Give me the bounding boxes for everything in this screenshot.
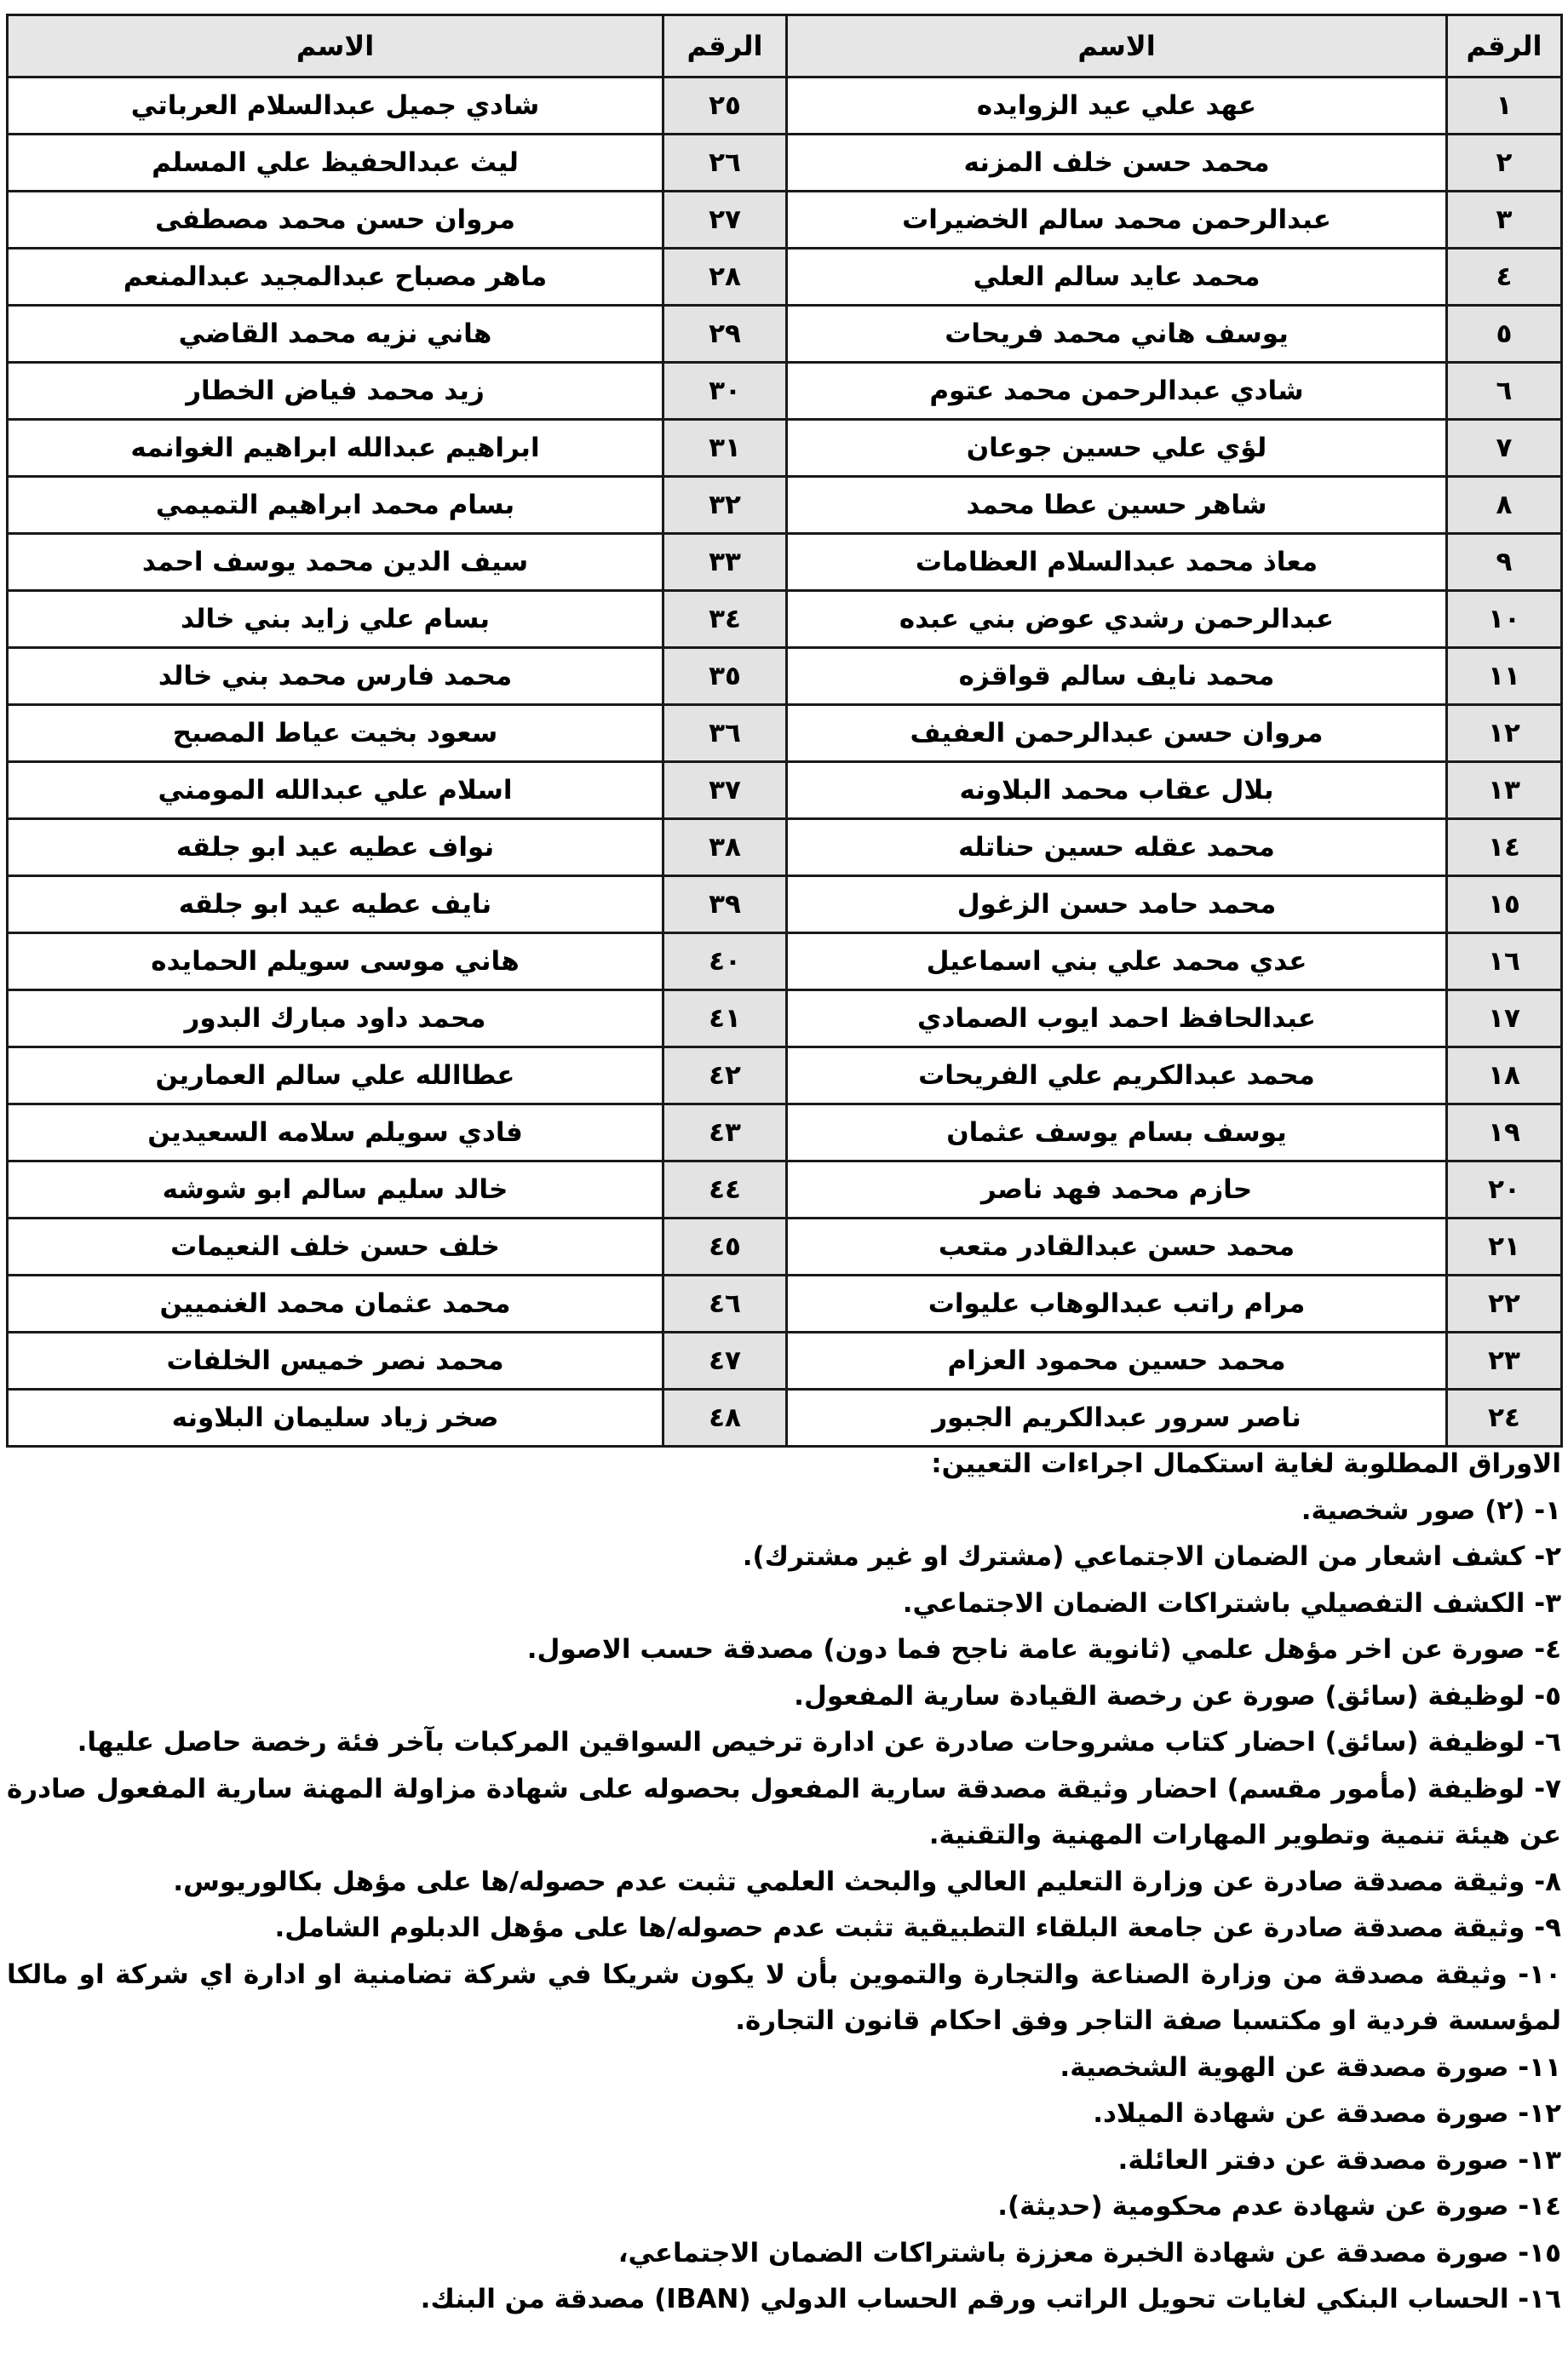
header-number-2: الرقم (663, 15, 787, 77)
row-number: ٣٨ (663, 819, 787, 876)
table-row (8, 192, 1562, 249)
row-name: مروان حسن عبدالرحمن العفيف (787, 705, 1447, 762)
row-number: ٤٨ (663, 1390, 787, 1447)
row-name: زيد محمد فياض الخطار (8, 363, 663, 420)
requirement-item: ١٥- صورة مصدقة عن شهادة الخبرة معززة باشتراكات الضمان الاجتماعي، (617, 2237, 1561, 2268)
row-number: ٤٢ (663, 1047, 787, 1104)
row-number: ٢٠ (1447, 1161, 1562, 1219)
row-name: عطاالله علي سالم العمارين (8, 1047, 663, 1104)
table-row (8, 1047, 1562, 1104)
header-number-1: الرقم (1447, 15, 1562, 77)
row-name: بسام علي زايد بني خالد (8, 591, 663, 648)
row-number: ٤ (1447, 249, 1562, 306)
table-row (8, 705, 1562, 762)
table-row (8, 249, 1562, 306)
table-row (8, 1104, 1562, 1161)
row-number: ٣١ (663, 420, 787, 477)
table-row (8, 591, 1562, 648)
table-row (8, 135, 1562, 192)
row-name: محمد حسن عبدالقادر متعب (787, 1219, 1447, 1276)
row-name: محمد نايف سالم قواقزه (787, 648, 1447, 705)
row-number: ٣٩ (663, 876, 787, 933)
table-row (8, 363, 1562, 420)
row-name: سيف الدين محمد يوسف احمد (8, 534, 663, 591)
row-name: مروان حسن محمد مصطفى (8, 192, 663, 249)
row-name: عدي محمد علي بني اسماعيل (787, 933, 1447, 990)
table-row (8, 420, 1562, 477)
requirement-item: ١٢- صورة مصدقة عن شهادة الميلاد. (1093, 2098, 1561, 2129)
table-row (8, 534, 1562, 591)
table-row (8, 477, 1562, 534)
row-name: ابراهيم عبدالله ابراهيم الغوانمه (8, 420, 663, 477)
row-number: ٥ (1447, 306, 1562, 363)
required-documents-title: الاوراق المطلوبة لغاية استكمال اجراءات التعيين: (931, 1448, 1561, 1479)
row-number: ٦ (1447, 363, 1562, 420)
row-number: ١٥ (1447, 876, 1562, 933)
requirement-item: ٣- الكشف التفصيلي باشتراكات الضمان الاجتماعي. (902, 1587, 1561, 1619)
row-number: ٣٦ (663, 705, 787, 762)
requirement-item: ١٦- الحساب البنكي لغايات تحويل الراتب ورقم الحساب الدولي (IBAN) مصدقة من البنك. (420, 2284, 1561, 2314)
row-name: هاني موسى سويلم الحمايده (8, 933, 663, 990)
row-name: محمد عقله حسين حناتله (787, 819, 1447, 876)
header-name-1: الاسم (787, 15, 1447, 77)
row-number: ٢٧ (663, 192, 787, 249)
row-name: محمد عبدالكريم علي الفريحات (787, 1047, 1447, 1104)
row-number: ٢٩ (663, 306, 787, 363)
row-name: ناصر سرور عبدالكريم الجبور (787, 1390, 1447, 1447)
row-name: عهد علي عيد الزوايده (787, 77, 1447, 135)
row-name: محمد حسن خلف المزنه (787, 135, 1447, 192)
table-row (8, 990, 1562, 1047)
table-row (8, 306, 1562, 363)
row-name: شادي جميل عبدالسلام العرباتي (8, 77, 663, 135)
header-name-2: الاسم (8, 15, 663, 77)
row-number: ١٦ (1447, 933, 1562, 990)
requirement-item: ٤- صورة عن اخر مؤهل علمي (ثانوية عامة ناجح فما دون) مصدقة حسب الاصول. (526, 1634, 1561, 1665)
row-name: هاني نزيه محمد القاضي (8, 306, 663, 363)
table-row (8, 77, 1562, 135)
row-name: محمد حامد حسن الزغول (787, 876, 1447, 933)
row-name: محمد عثمان محمد الغنميين (8, 1276, 663, 1333)
requirement-item: ١١- صورة مصدقة عن الهوية الشخصية. (1060, 2051, 1561, 2083)
row-number: ٣ (1447, 192, 1562, 249)
row-name: شاهر حسين عطا محمد (787, 477, 1447, 534)
row-name: محمد عايد سالم العلي (787, 249, 1447, 306)
requirement-item: ٩- وثيقة مصدقة صادرة عن جامعة البلقاء التطبيقية تثبت عدم حصوله/ها على مؤهل الدبلوم الشامل. (274, 1913, 1561, 1943)
row-number: ٣٢ (663, 477, 787, 534)
row-name: يوسف بسام يوسف عثمان (787, 1104, 1447, 1161)
requirement-item: ٧- لوظيفة (مأمور مقسم) احضار وثيقة مصدقة سارية المفعول بحصوله على شهادة مزاولة المهنة سارية المفعول صادرة عن هيئة تنمية وتطوير المهارات المهنية والتقنية. (7, 1773, 1561, 1850)
row-number: ٣٧ (663, 762, 787, 819)
row-number: ٢ (1447, 135, 1562, 192)
row-name: سعود بخيت عياط المصبح (8, 705, 663, 762)
row-number: ٢٨ (663, 249, 787, 306)
row-number: ٩ (1447, 534, 1562, 591)
table-row (8, 876, 1562, 933)
table-row (8, 1333, 1562, 1390)
row-name: ماهر مصباح عبدالمجيد عبدالمنعم (8, 249, 663, 306)
row-name: ليث عبدالحفيظ علي المسلم (8, 135, 663, 192)
row-number: ١ (1447, 77, 1562, 135)
table-row (8, 1219, 1562, 1276)
row-number: ١٠ (1447, 591, 1562, 648)
row-name: شادي عبدالرحمن محمد عتوم (787, 363, 1447, 420)
row-number: ٢٢ (1447, 1276, 1562, 1333)
row-name: يوسف هاني محمد فريحات (787, 306, 1447, 363)
row-number: ٢٣ (1447, 1333, 1562, 1390)
row-name: خلف حسن خلف النعيمات (8, 1219, 663, 1276)
row-number: ٢٥ (663, 77, 787, 135)
row-name: نواف عطيه عيد ابو جلقه (8, 819, 663, 876)
row-number: ٤١ (663, 990, 787, 1047)
row-name: حازم محمد فهد ناصر (787, 1161, 1447, 1219)
row-number: ٢١ (1447, 1219, 1562, 1276)
row-number: ١١ (1447, 648, 1562, 705)
table-row (8, 1276, 1562, 1333)
row-name: محمد فارس محمد بني خالد (8, 648, 663, 705)
table-row (8, 762, 1562, 819)
requirement-item: ٦- لوظيفة (سائق) احضار كتاب مشروحات صادرة عن ادارة ترخيص السواقين المركبات بآخر فئة رخصة حاصل عليها. (77, 1727, 1561, 1758)
row-number: ٤٤ (663, 1161, 787, 1219)
row-name: مرام راتب عبدالوهاب عليوات (787, 1276, 1447, 1333)
row-number: ١٧ (1447, 990, 1562, 1047)
appointees-table (6, 14, 1563, 1448)
requirement-item: ٢- كشف اشعار من الضمان الاجتماعي (مشترك او غير مشترك). (742, 1541, 1561, 1572)
row-name: فادي سويلم سلامه السعيدين (8, 1104, 663, 1161)
row-number: ١٨ (1447, 1047, 1562, 1104)
row-name: محمد نصر خميس الخلفات (8, 1333, 663, 1390)
row-name: بلال عقاب محمد البلاونه (787, 762, 1447, 819)
row-number: ٢٦ (663, 135, 787, 192)
row-name: محمد داود مبارك البدور (8, 990, 663, 1047)
table-row (8, 648, 1562, 705)
row-number: ٧ (1447, 420, 1562, 477)
required-documents (7, 1441, 1561, 2323)
row-number: ٤٣ (663, 1104, 787, 1161)
row-name: صخر زياد سليمان البلاونه (8, 1390, 663, 1447)
row-name: عبدالرحمن محمد سالم الخضيرات (787, 192, 1447, 249)
row-name: لؤي علي حسين جوعان (787, 420, 1447, 477)
requirement-item: ١٤- صورة عن شهادة عدم محكومية (حديثة). (997, 2191, 1561, 2222)
table-row (8, 933, 1562, 990)
requirement-item: ١٠- وثيقة مصدقة من وزارة الصناعة والتجارة والتموين بأن لا يكون شريكا في شركة تضامنية او ادارة اي شركة او مالكا لمؤسسة فردية او مكتسبا صفة التاجر وفق احكام قانون التجارة. (7, 1958, 1561, 2036)
table-row (8, 1390, 1562, 1447)
row-number: ٤٠ (663, 933, 787, 990)
row-name: عبدالحافظ احمد ايوب الصمادي (787, 990, 1447, 1047)
appointees-table-container (9, 14, 1563, 1448)
row-number: ٣٠ (663, 363, 787, 420)
row-name: محمد حسين محمود العزام (787, 1333, 1447, 1390)
row-number: ١٤ (1447, 819, 1562, 876)
row-number: ٣٣ (663, 534, 787, 591)
table-header-row (8, 15, 1562, 77)
row-name: معاذ محمد عبدالسلام العظامات (787, 534, 1447, 591)
requirement-item: ٨- وثيقة مصدقة صادرة عن وزارة التعليم العالي والبحث العلمي تثبت عدم حصوله/ها على مؤهل بكالوريوس. (173, 1866, 1561, 1897)
row-number: ٤٥ (663, 1219, 787, 1276)
requirement-item: ٥- لوظيفة (سائق) صورة عن رخصة القيادة سارية المفعول. (794, 1680, 1561, 1712)
row-name: خالد سليم سالم ابو شوشه (8, 1161, 663, 1219)
row-name: بسام محمد ابراهيم التميمي (8, 477, 663, 534)
table-row (8, 1161, 1562, 1219)
row-number: ١٩ (1447, 1104, 1562, 1161)
row-number: ١٣ (1447, 762, 1562, 819)
row-name: اسلام علي عبدالله المومني (8, 762, 663, 819)
table-row (8, 819, 1562, 876)
row-number: ٣٥ (663, 648, 787, 705)
requirement-item: ١- (٢) صور شخصية. (1301, 1494, 1561, 1526)
row-number: ٤٦ (663, 1276, 787, 1333)
row-number: ٢٤ (1447, 1390, 1562, 1447)
row-name: نايف عطيه عيد ابو جلقه (8, 876, 663, 933)
row-name: عبدالرحمن رشدي عوض بني عبده (787, 591, 1447, 648)
requirement-item: ١٣- صورة مصدقة عن دفتر العائلة. (1117, 2144, 1561, 2176)
row-number: ٨ (1447, 477, 1562, 534)
row-number: ١٢ (1447, 705, 1562, 762)
row-number: ٤٧ (663, 1333, 787, 1390)
row-number: ٣٤ (663, 591, 787, 648)
